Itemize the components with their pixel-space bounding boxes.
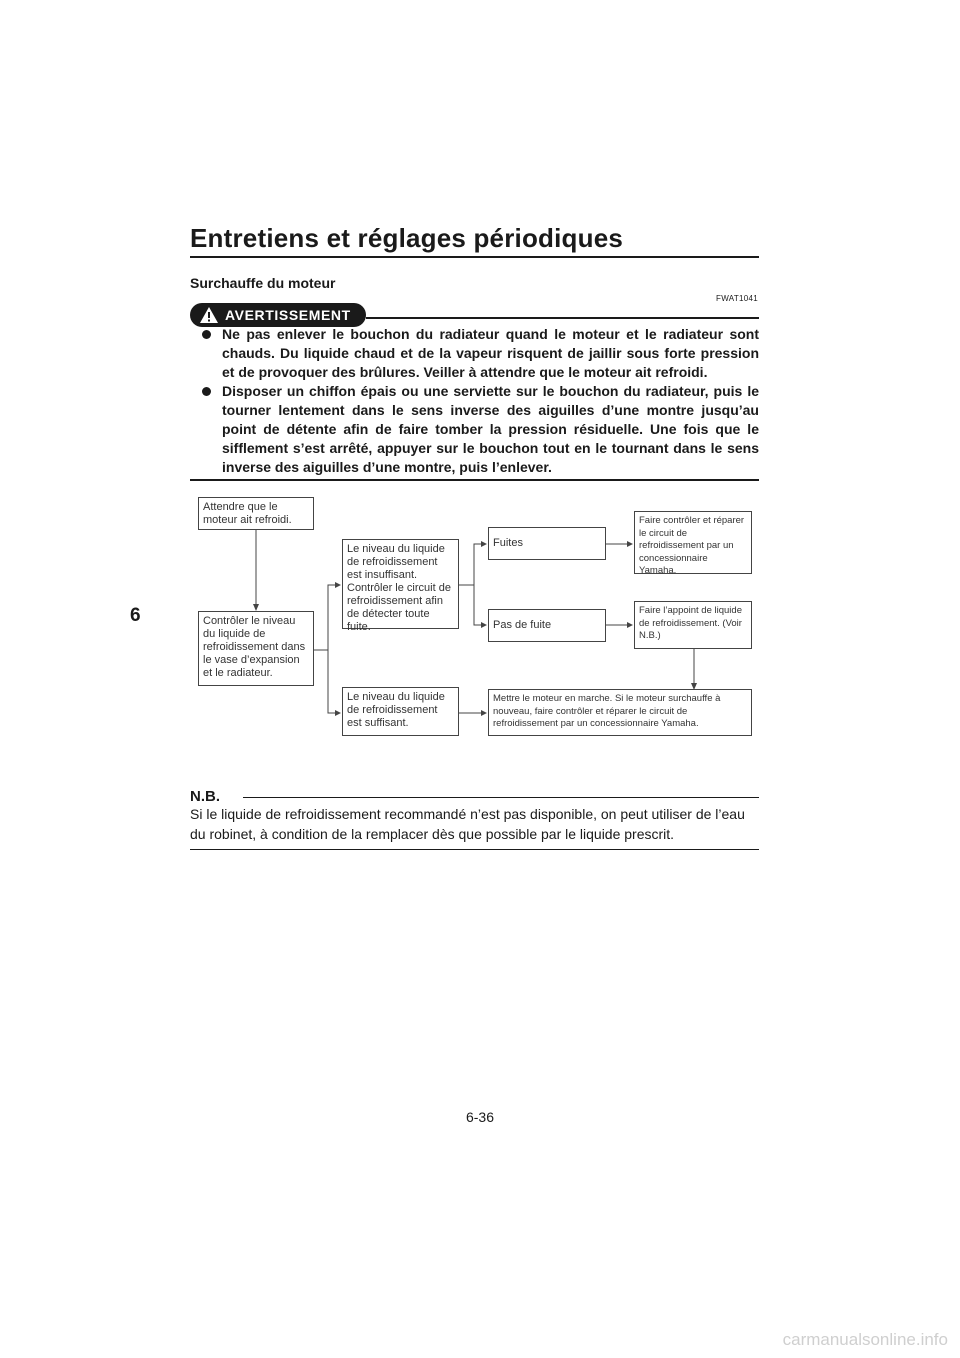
flow-box-insufficient: Le niveau du liquide de refroidissement est insuffisant. Contrôler le circuit de refroidissement afin de détecter toute fuite. [342, 539, 459, 629]
flow-box-check: Contrôler le niveau du liquide de refroidissement dans le vase d’expansion et le radiateur. [198, 611, 314, 686]
chapter-number: 6 [130, 605, 141, 626]
note-divider [243, 797, 759, 798]
warning-label: AVERTISSEMENT [225, 307, 351, 323]
watermark: carmanualsonline.info [782, 1330, 948, 1349]
warning-item: Disposer un chiffon épais ou une serviette sur le bouchon du radiateur, puis le tourner lentement dans le sens inverse des aiguilles d’une montre jusqu’au point de détente afin de faire tomber la pression résiduelle. Une fois que le sifflement s’est arrêté, appuyer sur le bouchon tout en le tournant dans le sens inverse des aiguilles d’une montre, puis l’enlever. [190, 382, 759, 477]
flow-box-top-up: Faire l’appoint de liquide de refroidissement. (Voir N.B.) [634, 601, 752, 649]
note-end-divider [190, 849, 759, 850]
flow-box-wait: Attendre que le moteur ait refroidi. [198, 497, 314, 530]
page-title: Entretiens et réglages périodiques [190, 223, 624, 253]
note-label: N.B. [190, 788, 220, 805]
note-text: Si le liquide de refroidissement recommandé n’est pas disponible, on peut utiliser de l’eau du robinet, à condition de la remplacer dès que possible par le liquide prescrit. [190, 806, 745, 842]
flow-box-leaks: Fuites [488, 527, 606, 560]
reference-code: FWAT1041 [716, 294, 758, 303]
warning-item: Ne pas enlever le bouchon du radiateur quand le moteur et le radiateur sont chauds. Du liquide chaud et de la vapeur risquent de jaillir sous forte pression et de provoquer des brûlures. Veiller à attendre que le moteur ait refroidi. [190, 325, 759, 382]
flow-box-repair: Faire contrôler et réparer le circuit de refroidissement par un concessionnaire Yamaha. [634, 511, 752, 574]
section-heading: Surchauffe du moteur [190, 275, 336, 291]
flow-box-sufficient: Le niveau du liquide de refroidissement est suffisant. [342, 687, 459, 736]
flow-box-restart: Mettre le moteur en marche. Si le moteur surchauffe à nouveau, faire contrôler et réparer le circuit de refroidissement par un concessionnaire Yamaha. [488, 689, 752, 736]
flow-box-no-leak: Pas de fuite [488, 609, 606, 642]
page-number: 6-36 [465, 1109, 495, 1125]
